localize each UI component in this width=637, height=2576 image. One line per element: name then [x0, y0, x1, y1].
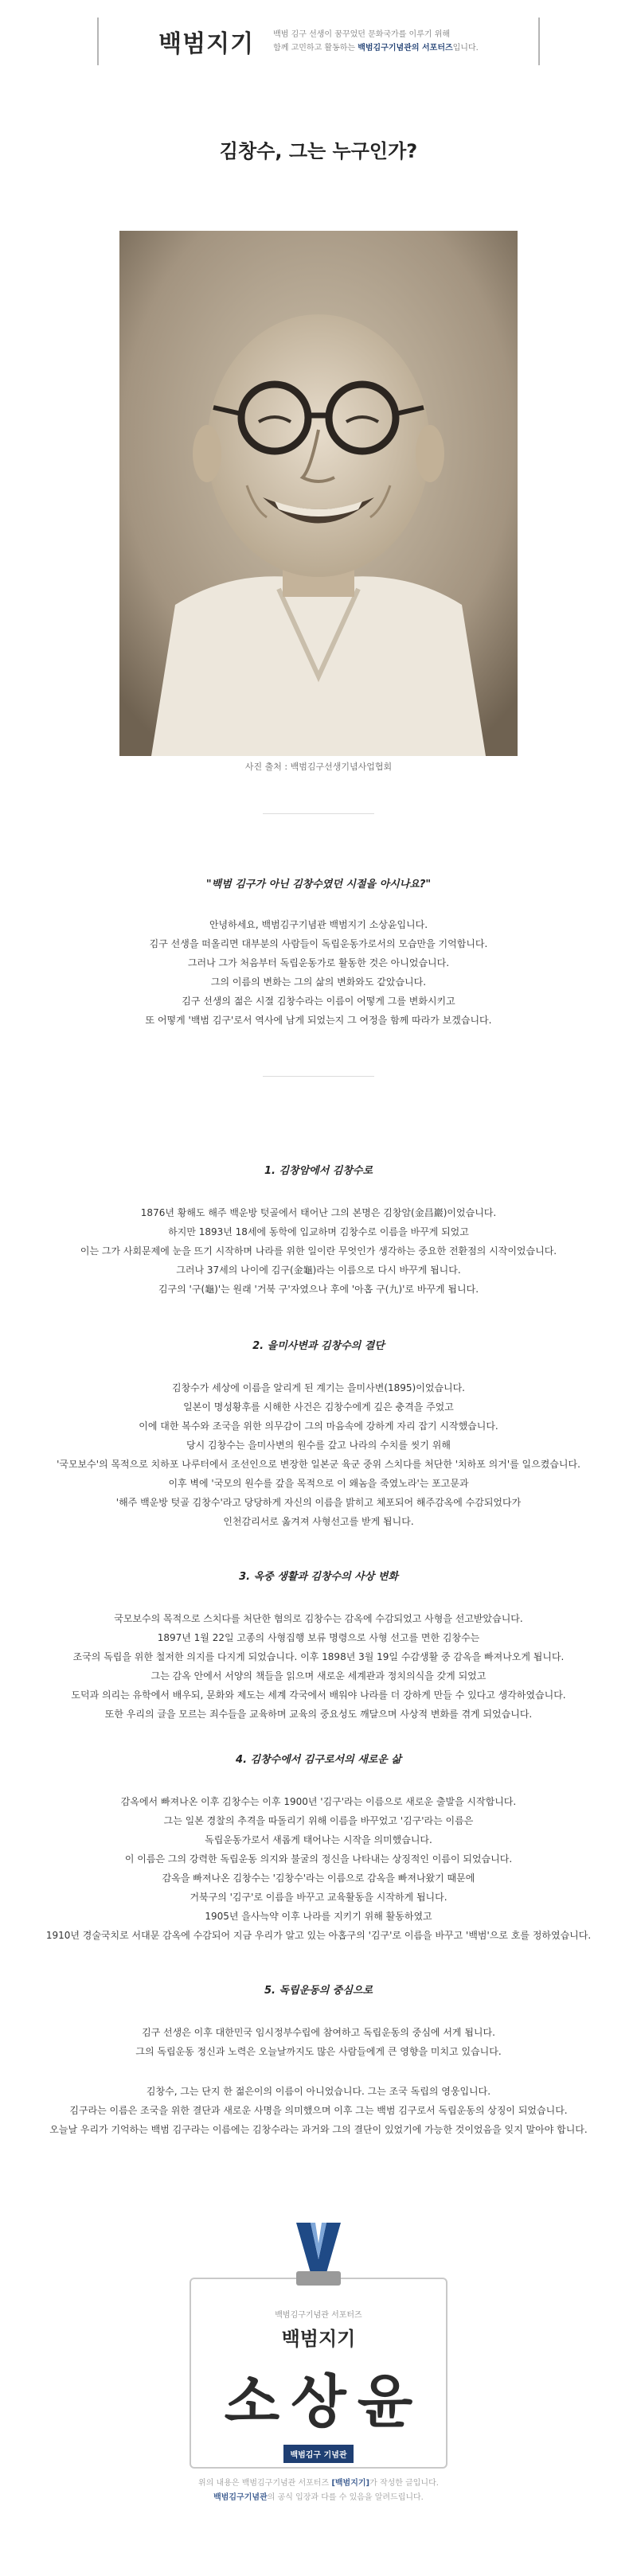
section-line: '해주 백운방 텃골 김창수'라고 당당하게 자신의 이름을 밝히고 체포되어 해주감옥에 수감되었다가: [115, 1497, 522, 1508]
intro-line: 그의 이름의 변화는 그의 삶의 변화와도 같았습니다.: [210, 976, 427, 988]
photo-caption: 사진 출처 : 백범김구선생기념사업협회: [244, 762, 393, 772]
section-line: 1876년 황해도 해주 백운방 텃골에서 태어난 그의 본명은 김창암(金昌巖)이었습니다.: [140, 1207, 497, 1218]
footer-line1-suffix: 가 작성한 글입니다.: [369, 2479, 439, 2488]
section-line: 그러나 37세의 나이에 김구(金龜)라는 이름으로 다시 바꾸게 됩니다.: [176, 1265, 461, 1276]
header-banner: [97, 18, 540, 65]
section-line: 김구 선생은 이후 대한민국 임시정부수립에 참여하고 독립운동의 중심에 서게 됩니다.: [142, 2027, 495, 2038]
header-desc-suffix: 입니다.: [452, 44, 479, 53]
section-line: 또한 우리의 글을 모르는 죄수들을 교육하며 교육의 중요성도 깨달으며 사상적 변화를 겪게 되었습니다.: [104, 1709, 533, 1720]
section-line: 인천감리서로 옮겨져 사형선고를 받게 됩니다.: [223, 1516, 414, 1527]
header-description: [273, 28, 479, 55]
closing-line: 김구라는 이름은 조국을 위한 결단과 새로운 사명을 의미했으며 이후 그는 백범 김구로서 독립운동의 상징이 되었습니다.: [69, 2105, 568, 2116]
closing-line: 오늘날 우리가 기억하는 백범 김구라는 이름에는 김창수라는 과거와 그의 결단이 있었기에 가능한 것이었음을 잊지 말아야 합니다.: [49, 2124, 588, 2135]
section-line: 그는 일본 경찰의 추격을 따돌리기 위해 이름을 바꾸었고 '김구'라는 이름은: [163, 1815, 474, 1826]
intro-line: 안녕하세요, 백범김구기념관 백범지기 소상윤입니다.: [209, 919, 428, 930]
section-line: 국모보수의 목적으로 스치다를 처단한 혐의로 김창수는 감옥에 수감되었고 사형을 선고받았습니다.: [114, 1613, 523, 1624]
section-line: 1905년 을사늑약 이후 나라를 지키기 위해 활동하였고: [205, 1911, 432, 1922]
badge-subtitle: 백범김구기념관 서포터즈: [275, 2311, 362, 2320]
badge-org-logo: 백범김구 기념관: [283, 2445, 353, 2463]
badge-name: 소상윤: [224, 2368, 424, 2435]
section-line: 하지만 1893년 18세에 동학에 입교하며 김창수로 이름을 바꾸게 되었고: [168, 1226, 469, 1237]
intro-section: [0, 875, 637, 1030]
name-badge: [190, 2278, 447, 2469]
footer-note: [0, 2477, 637, 2505]
section-line: 감옥을 빠져나온 김창수는 '김창수'라는 이름으로 감옥을 빠져나왔기 때문에: [162, 1873, 475, 1884]
section-line: 이 이름은 그의 강력한 독립운동 의지와 불굴의 정신을 나타내는 상징적인 이름이 되었습니다.: [124, 1853, 513, 1865]
divider: [263, 1076, 374, 1077]
footer-line1-highlight: [백범지기]: [331, 2479, 370, 2488]
section-line: 일본이 명성황후를 시해한 사건은 김창수에게 깊은 충격을 주었고: [183, 1401, 454, 1413]
section-title: 3. 옥중 생활과 김창수의 사상 변화: [239, 1571, 398, 1583]
footer-line2: [0, 2491, 637, 2505]
section-5: [0, 1982, 637, 2139]
header-desc-line1: 백범 김구 선생이 꿈꾸었던 문화국가를 이루기 위해: [273, 30, 451, 39]
portrait-photo: [119, 231, 518, 756]
section-line: 도덕과 의리는 유학에서 배우되, 문화와 제도는 세계 각국에서 배워야 나라를 더 강하게 만들 수 있다고 생각하였습니다.: [71, 1689, 566, 1701]
portrait-illustration: [119, 231, 518, 756]
section-line: 조국의 독립을 위한 철저한 의지를 다지게 되었습니다. 이후 1898년 3월 19일 수감생활 중 감옥을 빠져나오게 됩니다.: [72, 1651, 565, 1662]
section-line: 거북구의 '김구'로 이름을 바꾸고 교육활동을 시작하게 됩니다.: [190, 1892, 447, 1903]
section-3: [0, 1568, 637, 1724]
section-2: [0, 1337, 637, 1531]
section-line: 당시 김창수는 을미사변의 원수를 갚고 나라의 수치를 씻기 위해: [186, 1440, 451, 1451]
header-desc-prefix: 함께 고민하고 활동하는: [273, 44, 358, 53]
intro-line: 그러나 그가 처음부터 독립운동가로 활동한 것은 아니었습니다.: [187, 957, 450, 968]
section-line: 이에 대한 복수와 조국을 위한 의무감이 그의 마음속에 강하게 자리 잡기 시작했습니다.: [139, 1421, 498, 1432]
section-1: [0, 1162, 637, 1299]
intro-line: 김구 선생의 젊은 시절 김창수라는 이름이 어떻게 그를 변화시키고: [182, 996, 455, 1007]
intro-line: 또 어떻게 '백범 김구'로서 역사에 남게 되었는지 그 여정을 함께 따라가 보겠습니다.: [145, 1015, 492, 1026]
section-line: 독립운동가로서 새롭게 태어나는 시작을 의미했습니다.: [205, 1834, 432, 1845]
section-title: 1. 김창암에서 김창수로: [264, 1165, 373, 1177]
badge-logo: 백범지기: [281, 2327, 356, 2350]
header-logo[interactable]: 백범지기: [158, 30, 255, 58]
footer-line1-prefix: 위의 내용은 백범김구기념관 서포터즈: [198, 2479, 332, 2488]
header-desc-line2: [273, 41, 479, 55]
divider: [263, 813, 374, 814]
section-line: 1897년 1월 22일 고종의 사형집행 보류 명령으로 사형 선고를 면한 김창수는: [157, 1632, 480, 1643]
section-line: 감옥에서 빠져나온 이후 김창수는 이후 1900년 '김구'라는 이름으로 새로운 출발을 시작합니다.: [120, 1796, 517, 1807]
section-line: 김창수가 세상에 이름을 알리게 된 계기는 을미사변(1895)이었습니다.: [172, 1382, 465, 1393]
section-4: [0, 1751, 637, 1945]
section-line: 이후 벽에 '국모의 원수를 갚을 목적으로 이 왜놈을 죽였노라'는 포고문과: [168, 1478, 469, 1489]
section-title: 2. 을미사변과 김창수의 결단: [252, 1340, 385, 1352]
header-desc-highlight: 백범김구기념관의 서포터즈: [358, 44, 453, 53]
section-line: '국모보수'의 목적으로 치하포 나루터에서 조선인으로 변장한 일본군 육군 중위 스치다를 처단한 '치하포 의거'를 일으켰습니다.: [57, 1459, 580, 1470]
closing-line: 김창수, 그는 단지 한 젊은이의 이름이 아니었습니다. 그는 조국 독립의 영웅입니다.: [146, 2086, 491, 2097]
section-line: 김구의 '구(龜)'는 원래 '거북 구'자였으나 후에 '아홉 구(九)'로 바꾸게 됩니다.: [158, 1284, 479, 1295]
section-line: 그는 감옥 안에서 서양의 책들을 읽으며 새로운 세계관과 정치의식을 갖게 되었고: [150, 1670, 487, 1682]
footer-line2-highlight: 백범김구기념관: [213, 2493, 268, 2502]
page-title: 김창수, 그는 누구인가?: [219, 140, 418, 162]
intro-quote: "백범 김구가 아닌 김창수였던 시절을 아시나요?": [205, 879, 432, 890]
footer-line2-suffix: 의 공식 입장과 다를 수 있음을 알려드립니다.: [267, 2493, 424, 2502]
section-title: 5. 독립운동의 중심으로: [264, 1985, 373, 1997]
intro-line: 김구 선생을 떠올리면 대부분의 사람들이 독립운동가로서의 모습만을 기억합니다.: [149, 938, 488, 949]
section-line: 1910년 경술국치로 서대문 감옥에 수감되어 지금 우리가 알고 있는 아홉구의 '김구'로 이름을 바꾸고 '백범'으로 호를 정하였습니다.: [45, 1930, 592, 1941]
section-line: 이는 그가 사회문제에 눈을 뜨기 시작하며 나라를 위한 일이란 무엇인가 생각하는 중요한 전환점의 시작이었습니다.: [80, 1245, 557, 1257]
section-line: 그의 독립운동 정신과 노력은 오늘날까지도 많은 사람들에게 큰 영향을 미치고 있습니다.: [135, 2046, 502, 2057]
spacer: [0, 2061, 637, 2082]
section-title: 4. 김창수에서 김구로서의 새로운 삶: [236, 1754, 401, 1766]
badge-clip: [296, 2271, 341, 2286]
footer-line1: [0, 2477, 637, 2491]
